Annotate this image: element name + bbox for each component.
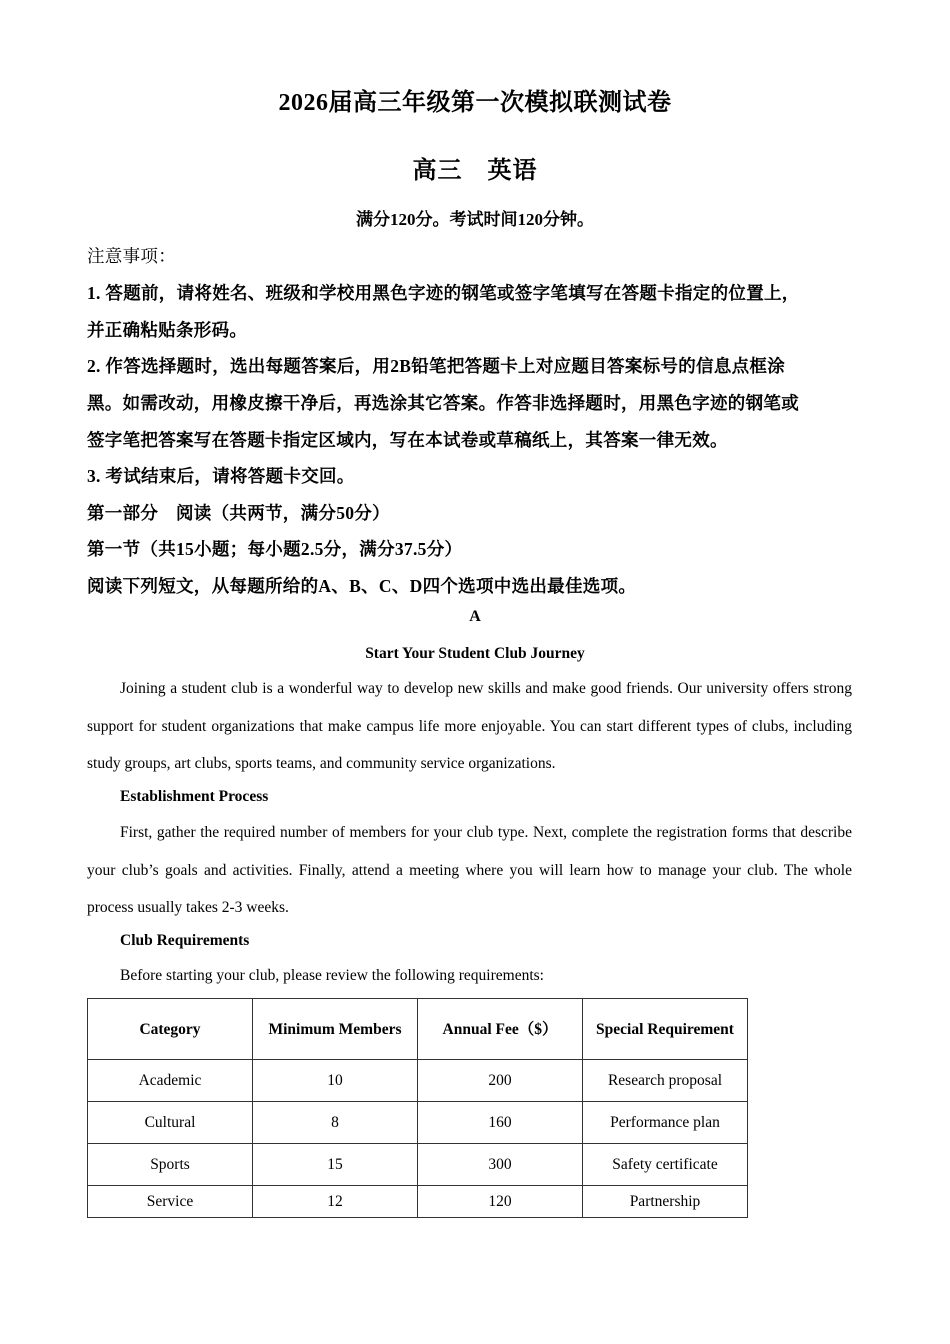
cell-annual-fee: 300 (418, 1144, 583, 1186)
notice-line: 1. 答题前，请将姓名、班级和学校用黑色字迹的钢笔或签字笔填写在答题卡指定的位置上， (87, 283, 800, 303)
cell-special-requirement: Partnership (583, 1186, 748, 1218)
exam-subject: 高三 英语 (412, 158, 538, 184)
score-and-time: 满分120分。考试时间120分钟。 (356, 210, 594, 229)
table-header-row (88, 999, 748, 1060)
header-special-requirement: Special Requirement (583, 999, 748, 1060)
requirements-heading: Club Requirements (120, 932, 250, 949)
exam-title: 2026届高三年级第一次模拟联测试卷 (278, 90, 672, 116)
cell-annual-fee: 120 (418, 1186, 583, 1218)
header-category: Category (88, 999, 253, 1060)
table-row (88, 1144, 748, 1186)
notice-line: 签字笔把答案写在答题卡指定区域内，写在本试卷或草稿纸上，其答案一律无效。 (87, 430, 728, 450)
table-row (88, 1102, 748, 1144)
cell-minimum-members: 15 (253, 1144, 418, 1186)
section-title: 第一节（共15小题；每小题2.5分，满分37.5分） (87, 539, 463, 559)
table-row (88, 1060, 748, 1102)
cell-minimum-members: 12 (253, 1186, 418, 1218)
cell-minimum-members: 8 (253, 1102, 418, 1144)
cell-category: Service (88, 1186, 253, 1218)
cell-annual-fee: 200 (418, 1060, 583, 1102)
passage-title: Start Your Student Club Journey (365, 645, 585, 662)
header-minimum-members: Minimum Members (253, 999, 418, 1060)
notice-heading: 注意事项： (87, 246, 176, 266)
establishment-paragraph: First, gather the required number of members for your club type. Next, complete the registration forms that describe your club’s goals and activities. Finally, attend a meeting where you will learn how to manage your club. The whole process usually takes 2-3 weeks. (87, 824, 852, 916)
notice-line: 3. 考试结束后，请将答题卡交回。 (87, 466, 355, 486)
notice-line: 2. 作答选择题时，选出每题答案后，用2B铅笔把答题卡上对应题目答案标号的信息点框涂 (87, 356, 786, 376)
requirements-intro: Before starting your club, please review the following requirements: (120, 967, 544, 984)
cell-special-requirement: Safety certificate (583, 1144, 748, 1186)
notice-line: 并正确粘贴条形码。 (87, 320, 248, 340)
section-instruction: 阅读下列短文，从每题所给的A、B、C、D四个选项中选出最佳选项。 (87, 576, 637, 596)
table-row (88, 1186, 748, 1218)
passage-intro-paragraph: Joining a student club is a wonderful way to develop new skills and make good friends. Our university offers strong support for student organizations that make campus life more enjoyable. You can start different types of clubs, including study groups, art clubs, sports teams, and community service organizations. (87, 680, 852, 772)
cell-annual-fee: 160 (418, 1102, 583, 1144)
notice-line: 黑。如需改动，用橡皮擦干净后，再选涂其它答案。作答非选择题时，用黑色字迹的钢笔或 (87, 393, 799, 413)
establishment-heading: Establishment Process (120, 788, 269, 805)
cell-minimum-members: 10 (253, 1060, 418, 1102)
cell-special-requirement: Performance plan (583, 1102, 748, 1144)
cell-category: Academic (88, 1060, 253, 1102)
cell-special-requirement: Research proposal (583, 1060, 748, 1102)
passage-letter: A (469, 608, 481, 625)
cell-category: Sports (88, 1144, 253, 1186)
part-title: 第一部分 阅读（共两节，满分50分） (87, 503, 390, 523)
cell-category: Cultural (88, 1102, 253, 1144)
header-annual-fee: Annual Fee（$） (418, 999, 583, 1060)
club-requirements-table (87, 998, 748, 1218)
